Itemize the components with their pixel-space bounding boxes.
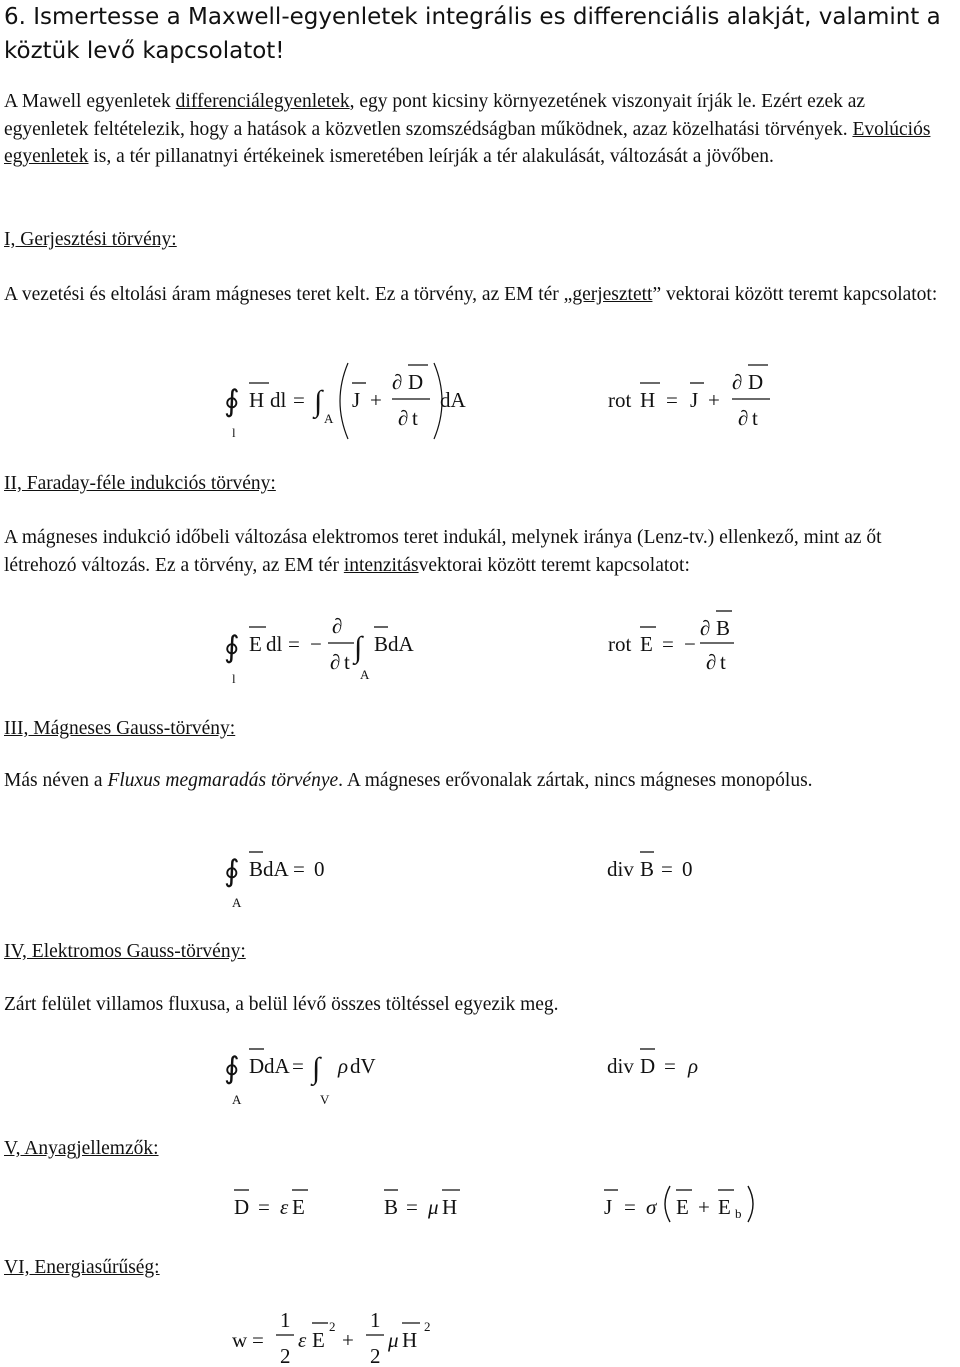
paragraph-elektromos-gauss: Zárt felület villamos fluxusa, a belül lévő összes töltéssel egyezik meg. (4, 994, 559, 1015)
symbol-rot: rot (608, 632, 632, 656)
equation-magneses-gauss (220, 845, 720, 915)
integral-sub: l (232, 425, 236, 440)
symbol-dA: dA (263, 857, 289, 881)
symbol-D: D (249, 1054, 265, 1078)
intro-paragraph (4, 88, 954, 171)
symbol-eq: = (293, 388, 305, 412)
contour-integral-symbol: ∮ (224, 855, 240, 888)
superscript-two: 2 (329, 1319, 336, 1334)
symbol-H: H (442, 1195, 458, 1219)
symbol-partial: ∂ (706, 650, 717, 674)
symbol-t: t (720, 650, 726, 674)
symbol-E: E (292, 1195, 305, 1219)
symbol-E: E (718, 1195, 731, 1219)
symbol-partial: ∂ (398, 406, 409, 430)
symbol-B: B (640, 857, 655, 881)
symbol-rho: ρ (338, 1054, 349, 1078)
symbol-partial: ∂ (700, 616, 711, 640)
intro-text: , egy pont kicsiny környezetének viszonyait írják le. Ezért ezek az egyenletek feltételezik, hogy a hatások a közvetlen szomszédságban működnek, azaz közelhatási törvények. (4, 91, 866, 140)
symbol-H: H (640, 388, 656, 412)
symbol-eq: = (288, 632, 300, 656)
paragraph-faraday (4, 524, 954, 579)
symbol-mu: μ (388, 1328, 399, 1352)
symbol-J: J (690, 388, 699, 412)
paragraph-gerjesztesi (4, 281, 954, 309)
symbol-B: B (374, 632, 389, 656)
symbol-eq: = (293, 857, 305, 881)
heading-anyagjellemzok[interactable]: V, Anyagjellemzők: (4, 1138, 159, 1159)
symbol-dl: dl (266, 632, 283, 656)
heading-gerjesztesi[interactable]: I, Gerjesztési törvény: (4, 229, 177, 250)
page-title: 6. Ismertesse a Maxwell-egyenletek integrális es differenciális alakját, valamint a köztük levő kapcsolatot! (4, 4, 941, 64)
heading-magneses-gauss[interactable]: III, Mágneses Gauss-törvény: (4, 718, 236, 739)
symbol-epsilon: ε (280, 1195, 289, 1219)
symbol-E: E (312, 1328, 325, 1352)
symbol-eq: = (406, 1195, 418, 1219)
symbol-sigma: σ (646, 1195, 657, 1219)
symbol-two: 2 (370, 1344, 381, 1367)
symbol-H: H (249, 388, 265, 412)
symbol-dA: dA (264, 1054, 290, 1078)
symbol-dV: dV (350, 1054, 376, 1078)
text: Más néven a (4, 770, 108, 791)
equation-elektromos-gauss (220, 1042, 720, 1112)
symbol-eq: = (258, 1195, 270, 1219)
contour-integral-symbol: ∮ (224, 631, 240, 664)
symbol-B: B (249, 857, 264, 881)
symbol-dl: dl (270, 388, 287, 412)
integral-sub: A (232, 895, 242, 910)
symbol-E: E (249, 632, 262, 656)
integral-sub: A (324, 411, 334, 426)
symbol-B: B (384, 1195, 399, 1219)
symbol-one: 1 (370, 1308, 381, 1332)
integral-sub: l (232, 671, 236, 686)
subscript-b: b (735, 1206, 742, 1221)
symbol-D: D (234, 1195, 250, 1219)
integral-sub: A (232, 1092, 242, 1107)
equation-faraday (220, 605, 760, 690)
symbol-plus: + (342, 1328, 354, 1352)
contour-integral-symbol: ∮ (224, 385, 240, 418)
heading-elektromos-gauss[interactable]: IV, Elektromos Gauss-törvény: (4, 941, 246, 962)
symbol-w: w (232, 1328, 248, 1352)
text: vektorai között teremt kapcsolatot: (418, 554, 690, 576)
symbol-div: div (607, 857, 634, 881)
link-differencialegyenletek[interactable]: differenciálegyenletek (175, 91, 350, 112)
symbol-zero: 0 (314, 857, 325, 881)
symbol-eq: = (252, 1328, 264, 1352)
symbol-partial: ∂ (330, 650, 341, 674)
symbol-D: D (640, 1054, 656, 1078)
symbol-t: t (412, 406, 418, 430)
symbol-minus: − (684, 632, 696, 656)
symbol-B: B (716, 616, 731, 640)
symbol-dA: dA (440, 388, 466, 412)
equation-gerjesztesi (220, 355, 780, 445)
symbol-partial: ∂ (732, 370, 743, 394)
link-gerjesztett[interactable]: gerjesztett (572, 284, 653, 305)
symbol-partial: ∂ (332, 614, 343, 638)
text: A mágneses indukció időbeli változása elektromos teret indukál, melynek iránya (Lenz-tv.) ellenkező, mint az őt létrehozó változás. Ez a törvény, az EM tér (4, 527, 882, 576)
symbol-t: t (752, 406, 758, 430)
symbol-t: t (344, 650, 350, 674)
symbol-J: J (352, 388, 361, 412)
link-evolucios-egyenletek[interactable]: Evolúciós egyenletek (4, 118, 931, 167)
symbol-E: E (640, 632, 653, 656)
link-intenzitas[interactable]: intenzitás (343, 554, 419, 576)
symbol-rot: rot (608, 388, 632, 412)
integral-symbol: ∫ (312, 1052, 321, 1085)
text: ” vektorai között teremt kapcsolatot: (652, 284, 938, 305)
symbol-plus: + (698, 1195, 710, 1219)
symbol-dA: dA (388, 632, 414, 656)
italic-text: Fluxus megmaradás törvénye (107, 770, 339, 791)
symbol-eq: = (624, 1195, 636, 1219)
text: . A mágneses erővonalak zártak, nincs mágneses monopólus. (338, 770, 813, 791)
heading-faraday[interactable]: II, Faraday-féle indukciós törvény: (4, 473, 276, 494)
symbol-eq: = (666, 388, 678, 412)
symbol-eq: = (661, 857, 673, 881)
integral-sub: V (320, 1092, 330, 1107)
symbol-D: D (408, 370, 424, 394)
symbol-one: 1 (280, 1308, 291, 1332)
symbol-E: E (676, 1195, 689, 1219)
symbol-rho: ρ (688, 1054, 699, 1078)
symbol-eq: = (662, 632, 674, 656)
paragraph-magneses-gauss (4, 767, 954, 795)
heading-energiasuruseg[interactable]: VI, Energiasűrűség: (4, 1257, 160, 1278)
symbol-D: D (748, 370, 764, 394)
intro-text: is, a tér pillanatnyi értékeinek ismeretében leírják a tér alakulását, változását a jövőben. (88, 146, 774, 167)
symbol-epsilon: ε (298, 1328, 307, 1352)
symbol-plus: + (370, 388, 382, 412)
symbol-J: J (604, 1195, 613, 1219)
symbol-div: div (607, 1054, 634, 1078)
integral-symbol: ∫ (354, 631, 363, 664)
symbol-mu: μ (428, 1195, 439, 1219)
intro-text: A Mawell egyenletek (4, 91, 176, 112)
symbol-plus: + (708, 388, 720, 412)
equation-energiasuruseg (228, 1305, 468, 1367)
equation-anyagjellemzok (228, 1180, 788, 1230)
integral-symbol: ∫ (314, 385, 323, 418)
symbol-partial: ∂ (392, 370, 403, 394)
symbol-two: 2 (280, 1344, 291, 1367)
symbol-H: H (402, 1328, 418, 1352)
text: A vezetési és eltolási áram mágneses teret kelt. Ez a törvény, az EM tér „ (4, 284, 573, 305)
symbol-zero: 0 (682, 857, 693, 881)
integral-sub: A (360, 667, 370, 682)
symbol-partial: ∂ (738, 406, 749, 430)
contour-integral-symbol: ∮ (224, 1052, 240, 1085)
symbol-eq: = (664, 1054, 676, 1078)
symbol-minus: − (310, 632, 322, 656)
symbol-eq: = (292, 1054, 304, 1078)
superscript-two: 2 (424, 1319, 431, 1334)
